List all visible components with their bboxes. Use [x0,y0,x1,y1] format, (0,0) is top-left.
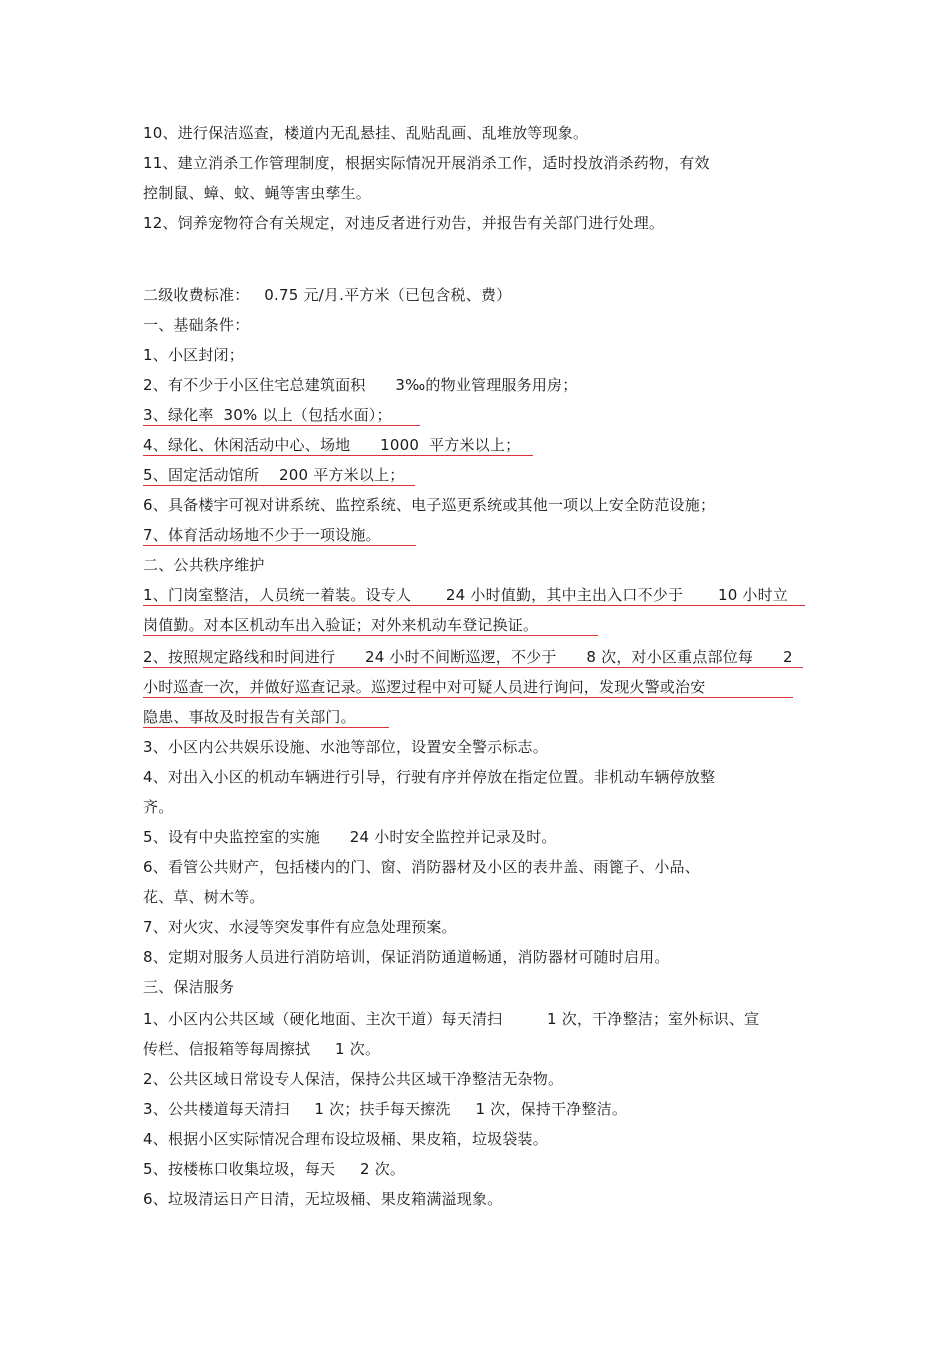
red-underline [143,605,805,606]
text-line: 小时巡查一次，并做好巡查记录。巡逻过程中对可疑人员进行询问，发现火警或治安 [143,678,706,696]
text-line: 8、定期对服务人员进行消防培训，保证消防通道畅通，消防器材可随时启用。 [143,948,670,966]
text-line: 3、绿化率 30% 以上（包括水面）； [143,406,392,424]
red-underline [143,545,416,546]
text-line: 12、饲养宠物符合有关规定，对违反者进行劝告，并报告有关部门进行处理。 [143,214,665,232]
text-line: 1、门岗室整洁，人员统一着装。设专人 24 小时值勤，其中主出入口不少于 10 小时立 [143,586,789,604]
text-line: 岗值勤。对本区机动车出入验证；对外来机动车登记换证。 [143,616,539,634]
text-line: 7、体育活动场地不少于一项设施。 [143,526,381,544]
text-line: 6、具备楼宇可视对讲系统、监控系统、电子巡更系统或其他一项以上安全防范设施； [143,496,716,514]
text-line: 7、对火灾、水浸等突发事件有应急处理预案。 [143,918,457,936]
text-line: 1、小区封闭； [143,346,244,364]
red-underline [143,455,533,456]
text-line: 11、建立消杀工作管理制度，根据实际情况开展消杀工作，适时投放消杀药物，有效 [143,154,710,172]
text-line: 5、按楼栋口收集垃圾，每天 2 次。 [143,1160,406,1178]
section-heading: 二、公共秩序维护 [143,556,265,574]
red-underline [143,667,803,668]
text-line: 2、公共区域日常设专人保洁，保持公共区域干净整洁无杂物。 [143,1070,564,1088]
text-line: 4、根据小区实际情况合理布设垃圾桶、果皮箱，垃圾袋装。 [143,1130,548,1148]
text-line: 2、有不少于小区住宅总建筑面积 3‰的物业管理服务用房； [143,376,578,394]
text-line: 3、小区内公共娱乐设施、水池等部位，设置安全警示标志。 [143,738,548,756]
red-underline [143,485,415,486]
text-line: 4、绿化、休闲活动中心、场地 1000 平方米以上； [143,436,521,454]
text-line: 5、固定活动馆所 200 平方米以上； [143,466,405,484]
red-underline [143,635,598,636]
red-underline [143,727,389,728]
section-heading: 一、基础条件： [143,316,250,334]
text-line: 花、草、树木等。 [143,888,265,906]
text-line: 6、看管公共财产，包括楼内的门、窗、消防器材及小区的表井盖、雨篦子、小品、 [143,858,700,876]
text-line: 6、垃圾清运日产日清，无垃圾桶、果皮箱满溢现象。 [143,1190,503,1208]
fee-standard-line: 二级收费标准： 0.75 元/月.平方米（已包含税、费） [143,286,512,304]
text-line: 隐患、事故及时报告有关部门。 [143,708,356,726]
text-line: 5、设有中央监控室的实施 24 小时安全监控并记录及时。 [143,828,557,846]
section-heading: 三、保洁服务 [143,978,235,996]
text-line: 齐。 [143,798,174,816]
text-line: 10、进行保洁巡查，楼道内无乱悬挂、乱贴乱画、乱堆放等现象。 [143,124,589,142]
text-line: 3、公共楼道每天清扫 1 次；扶手每天擦洗 1 次，保持干净整洁。 [143,1100,628,1118]
text-line: 传栏、信报箱等每周擦拭 1 次。 [143,1040,381,1058]
text-line: 4、对出入小区的机动车辆进行引导，行驶有序并停放在指定位置。非机动车辆停放整 [143,768,716,786]
red-underline [143,425,420,426]
red-underline [143,697,793,698]
text-line: 控制鼠、蟑、蚊、蝇等害虫孳生。 [143,184,372,202]
text-line: 1、小区内公共区域（硬化地面、主次干道）每天清扫 1 次，干净整洁；室外标识、宣 [143,1010,760,1028]
text-line: 2、按照规定路线和时间进行 24 小时不间断巡逻，不少于 8 次，对小区重点部位每 2 [143,648,793,666]
